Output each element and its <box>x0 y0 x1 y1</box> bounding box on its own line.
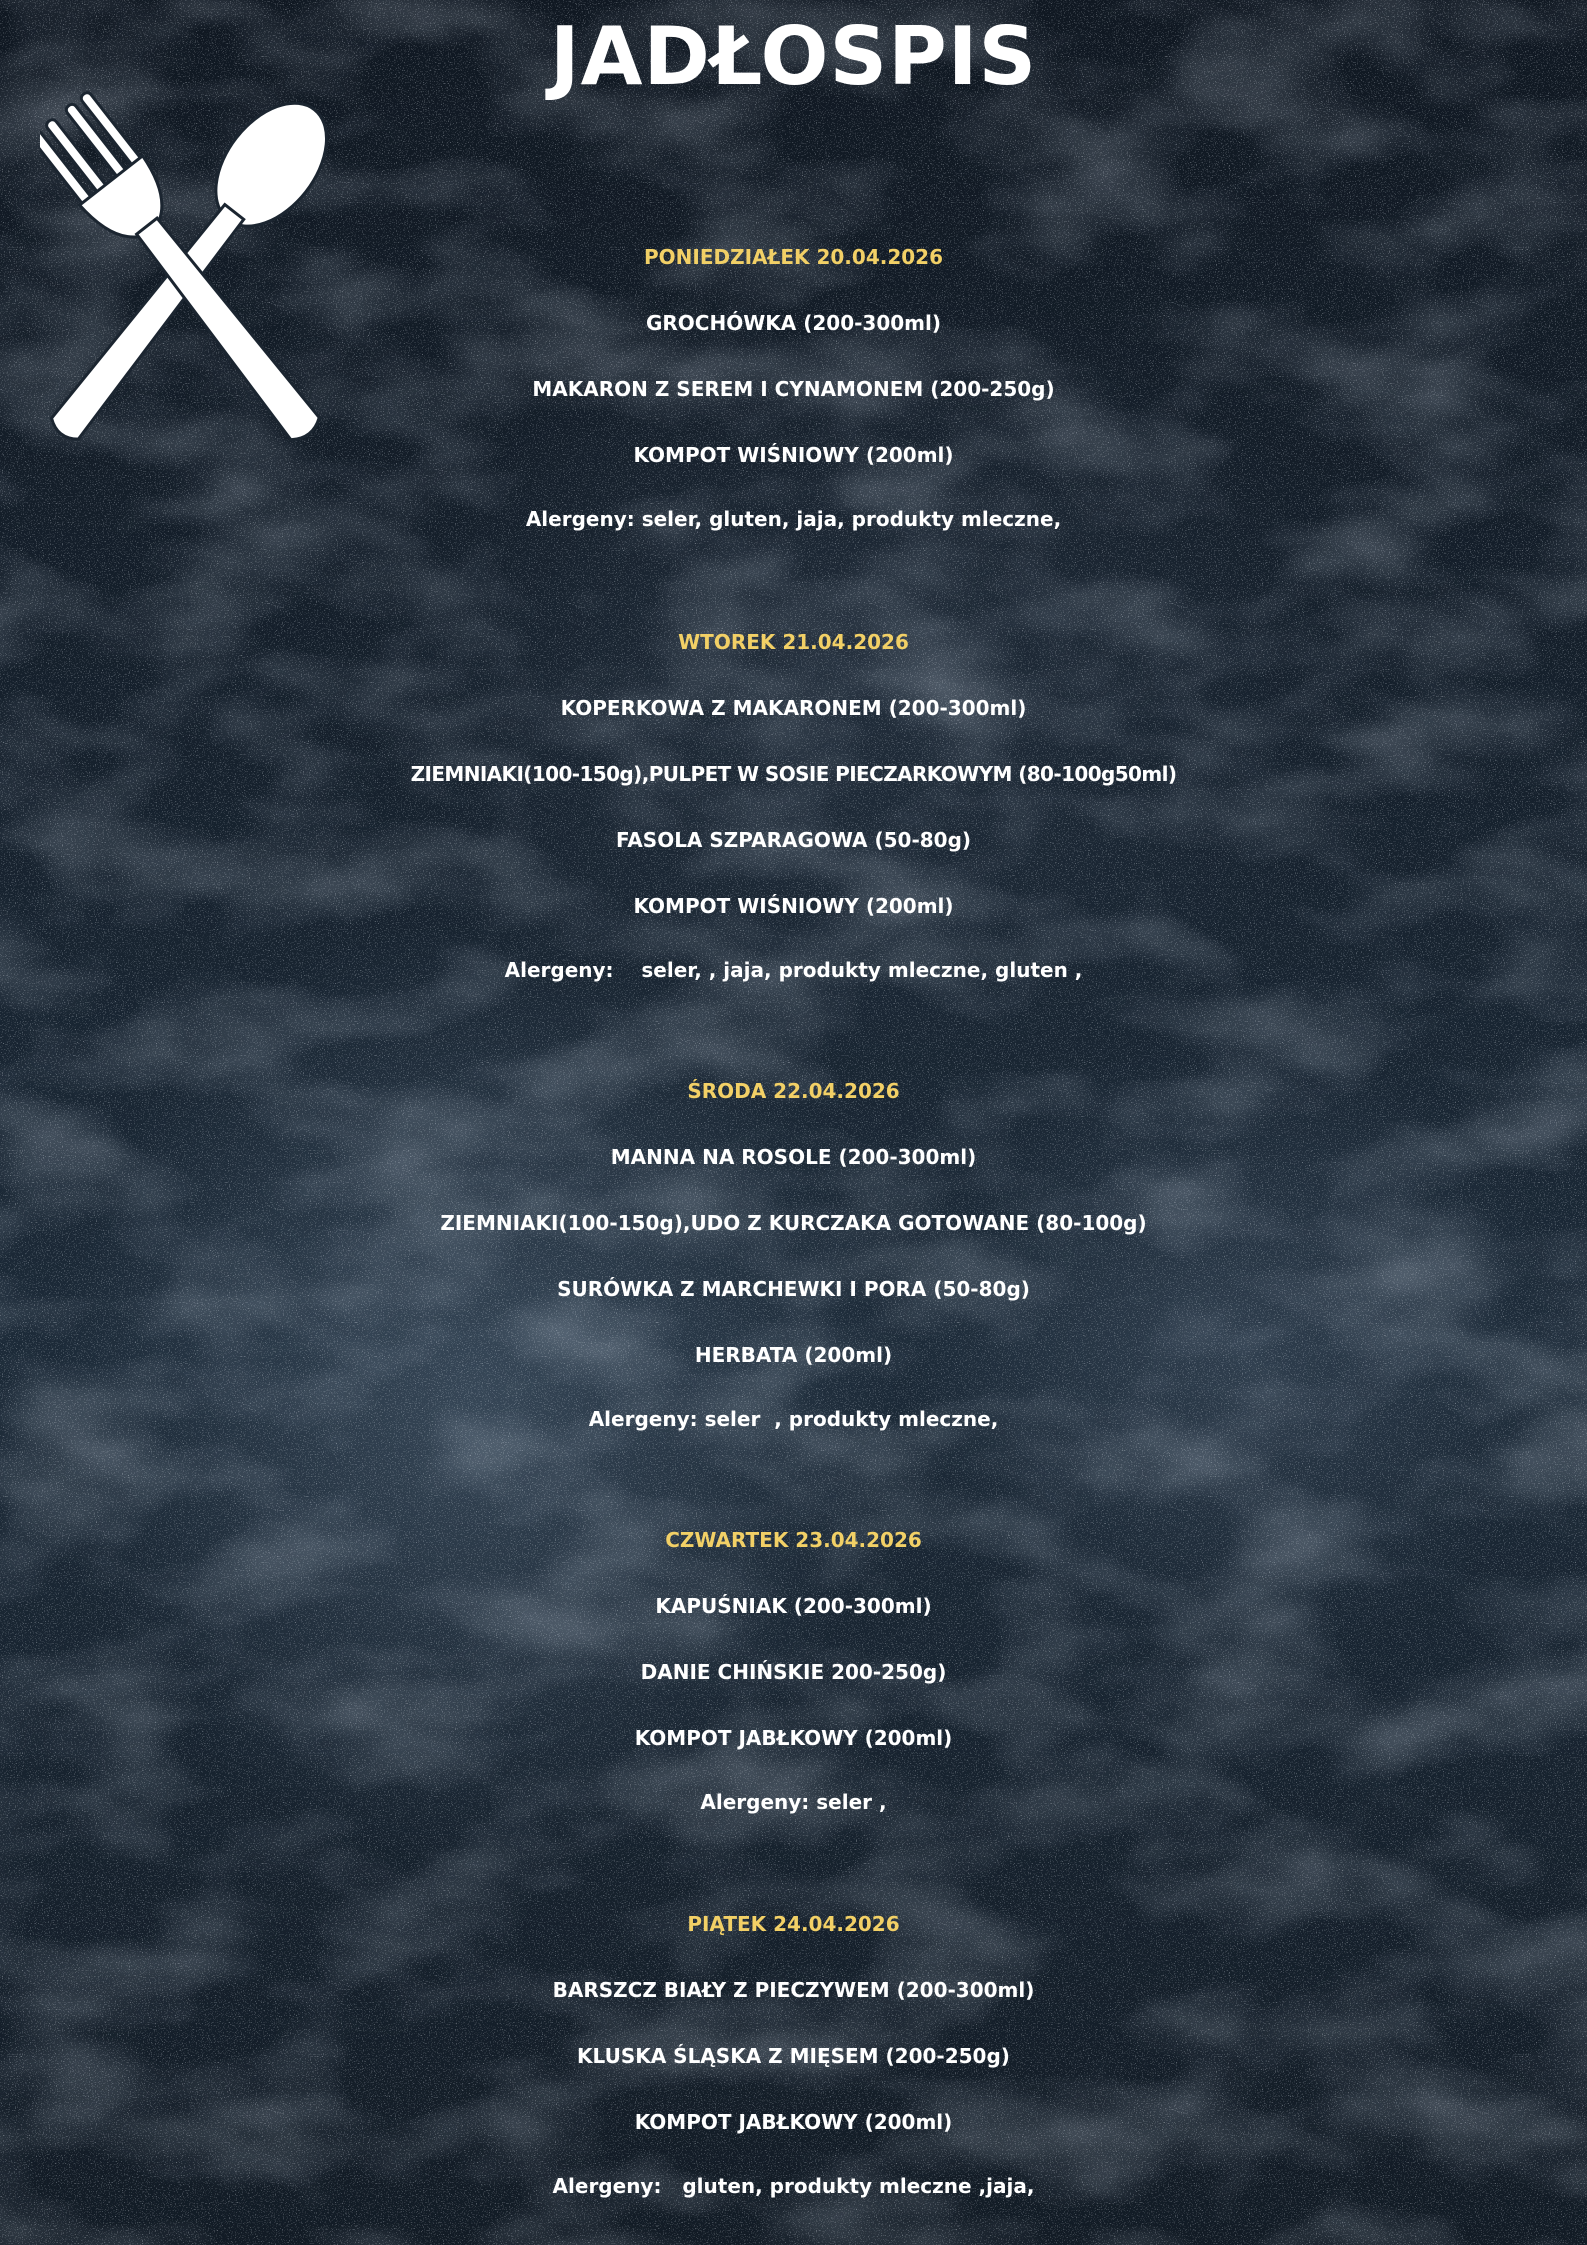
dish-main: ZIEMNIAKI(100-150g),PULPET W SOSIE PIECZARKOWYM (80-100g50ml) <box>410 762 1177 786</box>
day-heading-friday: PIĄTEK 24.04.2026 <box>687 1912 900 1936</box>
allergens-tuesday: Alergeny: seler, , jaja, produkty mleczne, gluten , <box>504 958 1083 982</box>
dish-main: KLUSKA ŚLĄSKA Z MIĘSEM (200-250g) <box>577 2044 1010 2068</box>
dish-main: DANIE CHIŃSKIE 200-250g) <box>640 1660 947 1684</box>
dish-soup: GROCHÓWKA (200-300ml) <box>645 311 941 335</box>
day-thursday <box>0 1507 1587 1833</box>
dish-side: FASOLA SZPARAGOWA (50-80g) <box>615 828 972 852</box>
dish-drink: HERBATA (200ml) <box>694 1343 893 1367</box>
page-title: JADŁOSPIS <box>549 10 1038 103</box>
allergens-wednesday: Alergeny: seler , produkty mleczne, <box>588 1407 999 1431</box>
day-wednesday <box>0 1058 1587 1450</box>
dish-drink: KOMPOT WIŚNIOWY (200ml) <box>633 894 954 918</box>
allergens-thursday: Alergeny: seler , <box>700 1790 887 1814</box>
day-heading-thursday: CZWARTEK 23.04.2026 <box>665 1528 922 1552</box>
dish-main: ZIEMNIAKI(100-150g),UDO Z KURCZAKA GOTOWANE (80-100g) <box>440 1211 1147 1235</box>
dish-main: MAKARON Z SEREM I CYNAMONEM (200-250g) <box>532 377 1055 401</box>
dish-soup: KOPERKOWA Z MAKARONEM (200-300ml) <box>560 696 1027 720</box>
dish-soup: BARSZCZ BIAŁY Z PIECZYWEM (200-300ml) <box>552 1978 1035 2002</box>
allergens-monday: Alergeny: seler, gluten, jaja, produkty mleczne, <box>525 507 1062 531</box>
day-heading-wednesday: ŚRODA 22.04.2026 <box>687 1079 900 1103</box>
dish-drink: KOMPOT JABŁKOWY (200ml) <box>634 2110 953 2134</box>
dish-soup: MANNA NA ROSOLE (200-300ml) <box>610 1145 977 1169</box>
day-heading-tuesday: WTOREK 21.04.2026 <box>678 630 909 654</box>
day-friday <box>0 1891 1587 2217</box>
dish-drink: KOMPOT WIŚNIOWY (200ml) <box>633 443 954 467</box>
day-tuesday <box>0 609 1587 1001</box>
dish-soup: KAPUŚNIAK (200-300ml) <box>655 1594 932 1618</box>
dish-side: SURÓWKA Z MARCHEWKI I PORA (50-80g) <box>557 1277 1030 1301</box>
day-heading-monday: PONIEDZIAŁEK 20.04.2026 <box>643 245 943 269</box>
allergens-friday: Alergeny: gluten, produkty mleczne ,jaja, <box>552 2174 1035 2198</box>
day-monday <box>0 224 1587 550</box>
dish-drink: KOMPOT JABŁKOWY (200ml) <box>634 1726 953 1750</box>
